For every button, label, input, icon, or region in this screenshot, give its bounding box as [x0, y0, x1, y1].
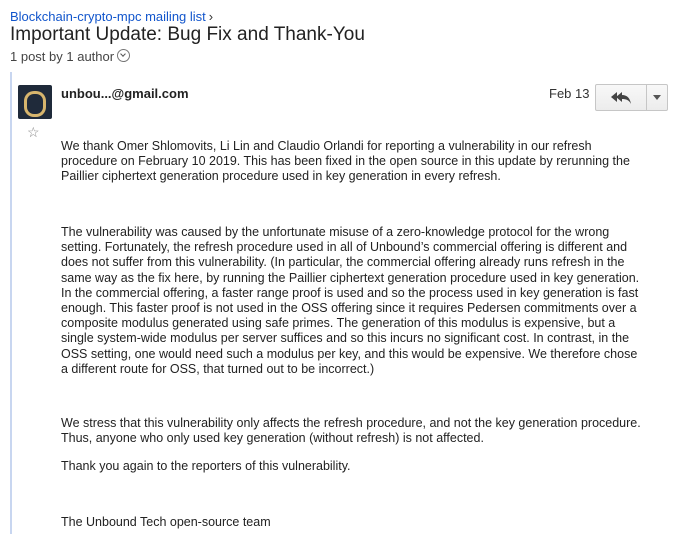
avatar[interactable] [18, 85, 52, 119]
chevron-down-icon [653, 95, 661, 100]
message-selection-bar [10, 72, 12, 534]
reply-all-button[interactable] [596, 85, 647, 110]
message-paragraph: Thank you again to the reporters of this vulnerability. [61, 459, 351, 473]
page-title: Important Update: Bug Fix and Thank-You [10, 24, 365, 45]
star-icon[interactable]: ☆ [27, 124, 40, 140]
message-paragraph: We thank Omer Shlomovits, Li Lin and Claudio Orlandi for reporting a vulnerability in our refresh procedure on February 10 2019. This has been fixed in the open source in this update by rerunning the Paillier ciphertext generation procedure used in key generation in every refresh. [61, 139, 630, 184]
message-paragraph: The vulnerability was caused by the unfortunate misuse of a zero-knowledge protocol for the wrong setting. Fortunately, the refresh procedure used in all of Unbound’s commercial offering is different and does not suffer from this vulnerability. (In particular, the commercial offering already runs refresh in the same way as the fix here, by running the Paillier ciphertext generation procedure used in key generation. In the commercial offering, a faster range proof is used and so the process used in key generation is fast enough. This faster proof is not used in the OSS offering since it requires Pedersen commitments over a composite modulus generated using safe primes. The generation of this modulus is expensive, but a single system-wide modulus per server suffices and so this incurs no significant cost. In contrast, in the OSS setting, one would need such a modulus per key, and this would be expensive. We therefore chose a different route for OSS, that turned out to be incorrect.) [61, 225, 640, 376]
reply-all-icon [610, 91, 632, 105]
message-paragraph: We stress that this vulnerability only affects the refresh procedure, and not the key generation procedure. Thus, anyone who only used key generation (without refresh) is not affected. [61, 416, 641, 446]
more-actions-button[interactable] [647, 85, 667, 110]
avatar-left-bracket [24, 91, 35, 117]
reply-button-group [595, 84, 668, 111]
chevron-down-icon[interactable] [117, 49, 130, 62]
post-count[interactable] [10, 49, 130, 64]
post-count-text: 1 post by 1 author [10, 49, 115, 64]
group-link[interactable]: Blockchain-crypto-mpc mailing list [10, 9, 206, 24]
avatar-right-bracket [35, 91, 46, 117]
sender-email[interactable]: unbou...@gmail.com [61, 86, 189, 101]
message-signature: The Unbound Tech open-source team [61, 515, 271, 529]
breadcrumb [10, 9, 213, 24]
message-date: Feb 13 [549, 86, 590, 101]
breadcrumb-separator: › [208, 9, 214, 24]
